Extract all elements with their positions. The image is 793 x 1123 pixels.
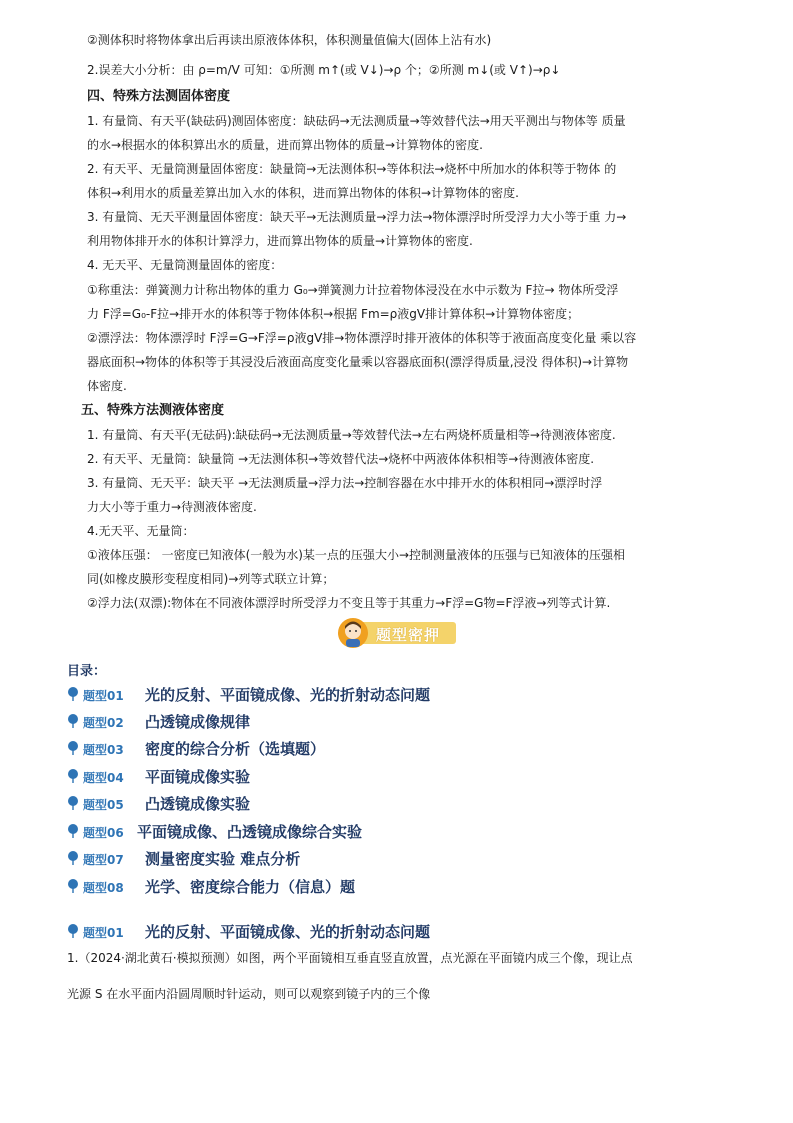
section-5-heading: 五、特殊方法测液体密度 — [81, 403, 225, 418]
map-pin-icon — [67, 879, 80, 894]
section-4-line: 力 F浮=G₀-F拉→排开水的体积等于物体体积→根据 Fm=ρ液gV排计算体积→计算物体密度； — [87, 307, 580, 321]
section-4-line: 利用物体排开水的体积计算浮力，进而算出物体的质量→计算物体的密度. — [87, 234, 473, 248]
section-4-heading: 四、特殊方法测固体密度 — [87, 89, 231, 104]
section-tag: 题型01 — [83, 926, 124, 940]
toc-item-tag: 题型04 — [83, 771, 124, 785]
section-4-line: 1. 有量筒、有天平(缺砝码)测固体密度：缺砝码→无法测质量→等效替代法→用天平测出与物体等 质量 — [87, 114, 626, 128]
section-4-line: 体积→利用水的质量差算出加入水的体积，进而算出物体的体积→计算物体的密度. — [87, 186, 519, 200]
map-pin-icon — [67, 687, 80, 702]
section-5-line: 3. 有量筒、无天平：缺天平 →无法测质量→浮力法→控制容器在水中排开水的体积相同→漂浮时浮 — [87, 476, 603, 490]
toc-item-tag: 题型07 — [83, 853, 124, 867]
section-title: 光的反射、平面镜成像、光的折射动态问题 — [145, 923, 431, 941]
toc-item-tag: 题型08 — [83, 881, 124, 895]
section-5-line: ①液体压强： 一密度已知液体(一般为水)某一点的压强大小→控制测量液体的压强与已知液体的压强相 — [87, 548, 625, 562]
section-5-line: 力大小等于重力→待测液体密度. — [87, 500, 257, 514]
section-4-line: 的水→根据水的体积算出水的质量，进而算出物体的质量→计算物体的密度. — [87, 138, 483, 152]
toc-item-tag: 题型01 — [83, 689, 124, 703]
section-5-line: 1. 有量筒、有天平(无砝码):缺砝码→无法测质量→等效替代法→左右两烧杯质量相等→待测液体密度. — [87, 428, 616, 442]
section-4-line: 4. 无天平、无量筒测量固体的密度： — [87, 258, 283, 272]
section-4-line: 2. 有天平、无量筒测量固体密度：缺量筒→无法测体积→等体积法→烧杯中所加水的体积等于物体 的 — [87, 162, 617, 176]
map-pin-icon — [67, 851, 80, 866]
toc-item-title: 密度的综合分析（选填题） — [145, 740, 326, 758]
section-5-line: 同(如橡皮膜形变程度相同)→列等式联立计算； — [87, 572, 335, 586]
map-pin-icon — [67, 796, 80, 811]
question-types-banner — [336, 617, 460, 649]
measure-volume-note: ②测体积时将物体拿出后再读出原液体体积，体积测量值偏大(固体上沾有水) — [87, 33, 492, 47]
question-1-text: 1.（2024·湖北黄石·模拟预测）如图，两个平面镜相互垂直竖直放置，点光源在平面镜内成三个像，现让点 — [67, 951, 633, 965]
error-analysis-line: 2.误差大小分析：由 ρ=m/V 可知：①所测 m↑(或 V↓)→ρ 个；②所测 m↓(或 V↑)→ρ↓ — [87, 63, 561, 77]
map-pin-icon — [67, 824, 80, 839]
toc-title: 目录： — [67, 664, 107, 679]
toc-item-title: 凸透镜成像实验 — [145, 795, 251, 813]
map-pin-icon — [67, 769, 80, 784]
section-5-line: 2. 有天平、无量筒：缺量筒 →无法测体积→等效替代法→烧杯中两液体体积相等→待测液体密度. — [87, 452, 595, 466]
section-5-line: ②浮力法(双漂):物体在不同液体漂浮时所受浮力不变且等于其重力→F浮=G物=F浮液→列等式计算. — [87, 596, 611, 610]
toc-item-tag: 题型05 — [83, 798, 124, 812]
map-pin-icon — [67, 924, 80, 939]
toc-item-title: 平面镜成像、凸透镜成像综合实验 — [137, 823, 363, 841]
toc-item-title: 测量密度实验 难点分析 — [145, 850, 301, 868]
question-1-text: 光源 S 在水平面内沿圆周顺时针运动，则可以观察到镜子内的三个像 — [67, 987, 431, 1001]
map-pin-icon — [67, 714, 80, 729]
section-5-line: 4.无天平、无量筒： — [87, 524, 195, 538]
toc-item-tag: 题型06 — [83, 826, 124, 840]
teacher-avatar-icon — [336, 617, 372, 649]
section-4-line: ②漂浮法：物体漂浮时 F浮=G→F浮=ρ液gV排→物体漂浮时排开液体的体积等于液面高度变化量 乘以容 — [87, 331, 637, 345]
map-pin-icon — [67, 741, 80, 756]
toc-item-title: 凸透镜成像规律 — [145, 713, 251, 731]
toc-item-tag: 题型03 — [83, 743, 124, 757]
toc-item-title: 光学、密度综合能力（信息）题 — [145, 878, 356, 896]
toc-item-title: 平面镜成像实验 — [145, 768, 251, 786]
section-4-line: 器底面积→物体的体积等于其浸没后液面高度变化量乘以容器底面积(漂浮得质量,浸没 得体积)→计算物 — [87, 355, 629, 369]
toc-item-title: 光的反射、平面镜成像、光的折射动态问题 — [145, 686, 431, 704]
section-4-line: 3. 有量筒、无天平测量固体密度：缺天平→无法测质量→浮力法→物体漂浮时所受浮力大小等于重 力→ — [87, 210, 627, 224]
section-4-line: ①称重法：弹簧测力计称出物体的重力 G₀→弹簧测力计拉着物体浸没在水中示数为 F拉→ 物体所受浮 — [87, 283, 619, 297]
banner-label: 题型密押 — [376, 626, 441, 644]
toc-item-tag: 题型02 — [83, 716, 124, 730]
section-4-line: 体密度. — [87, 379, 127, 393]
